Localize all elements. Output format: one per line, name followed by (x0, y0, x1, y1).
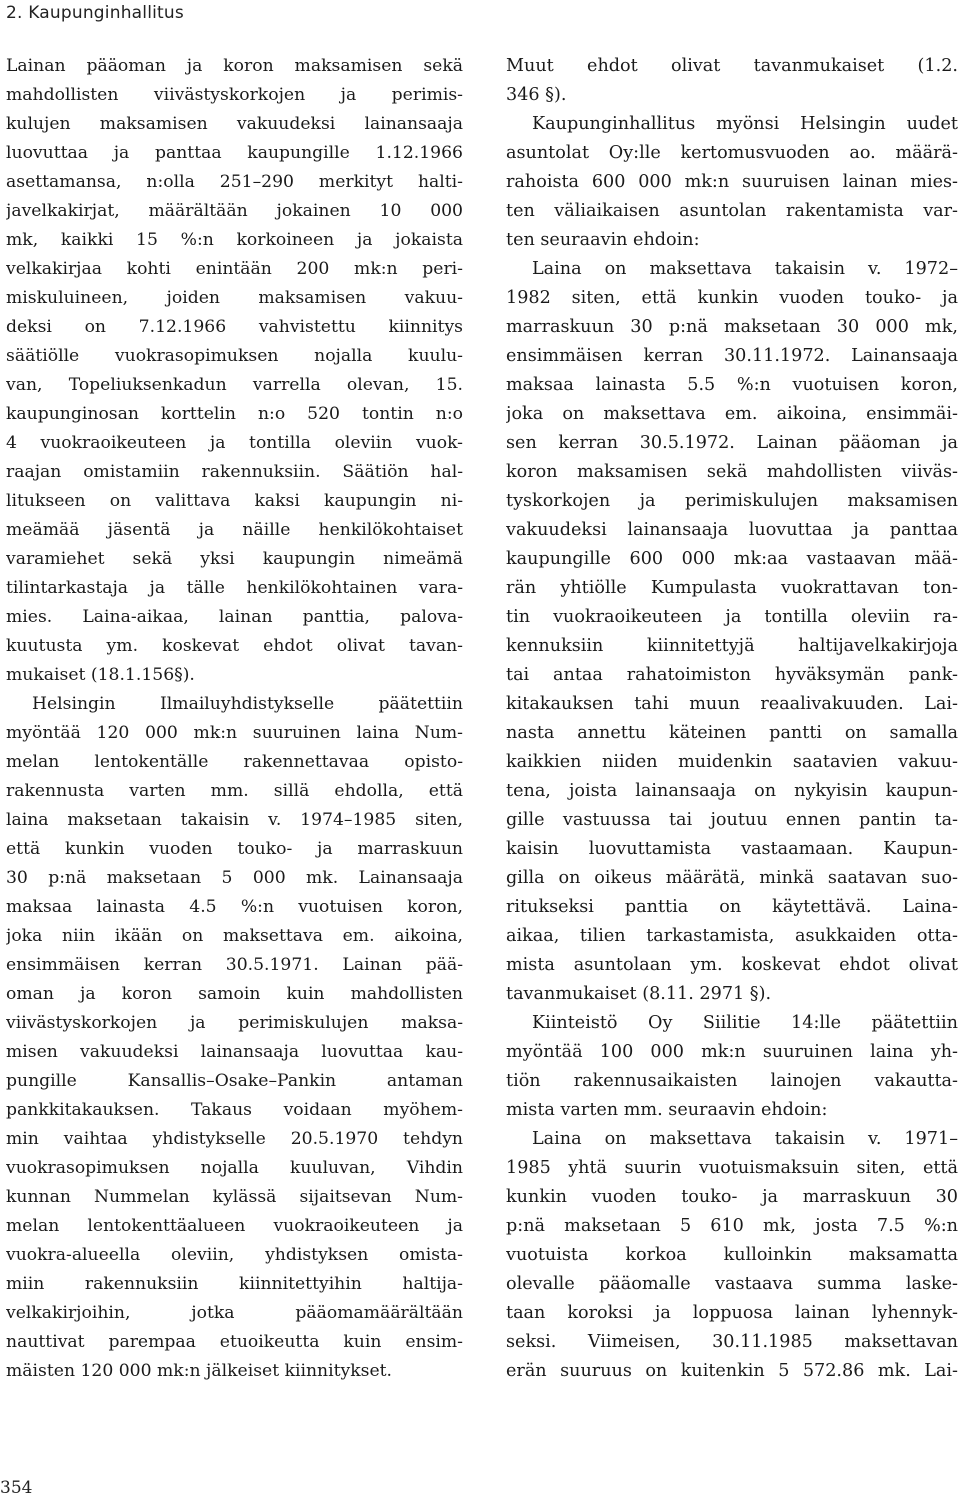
text-line: nauttivat parempaa etuoikeutta kuin ensim- (6, 1332, 463, 1352)
text-line: tilintarkastaja ja tälle henkilökohtainen vara- (6, 578, 463, 598)
text-line: maksaa lainasta 4.5 %:n vuotuisen koron, (6, 897, 463, 917)
text-line: joka on maksettava em. aikoina, ensimmäi- (506, 404, 958, 424)
text-line: deksi on 7.12.1966 vahvistettu kiinnitys (6, 317, 463, 337)
text-line: Lainan pääoman ja koron maksamisen sekä (6, 56, 463, 76)
text-line: joka niin ikään on maksettava em. aikoina, (6, 926, 463, 946)
text-line: asettamansa, n:olla 251–290 merkityt halti- (6, 172, 463, 192)
text-line: myöntää 100 000 mk:n suuruinen laina yh- (506, 1042, 958, 1062)
text-line: 30 p:nä maksetaan 5 000 mk. Lainansaaja (6, 868, 463, 888)
text-line: olevalle pääomalle vastaava summa laske- (506, 1274, 958, 1294)
text-line: tai antaa rahatoimiston hyväksymän pank- (506, 665, 958, 685)
text-line: asuntolat Oy:lle kertomusvuoden ao. määrä- (506, 143, 958, 163)
text-line: van, Topeliuksenkadun varrella olevan, 15. (6, 375, 463, 395)
text-line: marraskuun 30 p:nä maksetaan 30 000 mk, (506, 317, 958, 337)
text-line: kitakauksen tahi muun reaalivakuuden. Lai- (506, 694, 958, 714)
text-line: mäisten 120 000 mk:n jälkeiset kiinnitykset. (6, 1361, 393, 1381)
text-line: ten seuraavin ehdoin: (506, 230, 700, 250)
text-line: Muut ehdot olivat tavanmukaiset (1.2. (506, 56, 958, 76)
text-line: tin vuokraoikeuteen ja tontilla oleviin ra- (506, 607, 958, 627)
text-line: mukaiset (18.1.156§). (6, 665, 195, 685)
left-column (6, 52, 463, 1386)
text-line: Laina on maksettava takaisin v. 1972– (532, 259, 958, 279)
text-line: rakennusta varten mm. sillä ehdolla, että (6, 781, 463, 801)
text-line: kunkin vuoden touko- ja marraskuun 30 (506, 1187, 958, 1207)
text-line: 4 vuokraoikeuteen ja tontilla oleviin vuok- (6, 433, 463, 453)
text-line: javelkakirjat, määrältään jokainen 10 000 (6, 201, 463, 221)
text-line: tiön rakennusaikaisten lainojen vakautta- (506, 1071, 958, 1091)
text-line: ten väliaikaisen asuntolan rakentamista var- (506, 201, 958, 221)
text-line: ritukseksi panttia on käytettävä. Laina- (506, 897, 958, 917)
text-line: 1982 siten, että kunkin vuoden touko- ja (506, 288, 958, 308)
text-line: että kunkin vuoden touko- ja marraskuun (6, 839, 463, 859)
text-line: mk, kaikki 15 %:n korkoineen ja jokaista (6, 230, 463, 250)
text-line: varamiehet sekä yksi kaupungin nimeämä (6, 549, 463, 569)
text-line: tena, joista lainansaaja on nykyisin kaupun- (506, 781, 958, 801)
text-line: kaisin luovuttamista vastaamaan. Kaupun- (506, 839, 958, 859)
text-line: kaupungille 600 000 mk:aa vastaavan mää- (506, 549, 958, 569)
text-line: kuutusta ym. koskevat ehdot olivat tavan- (6, 636, 463, 656)
text-line: ensimmäisen kerran 30.5.1971. Lainan pää- (6, 955, 463, 975)
text-line: vuokrasopimuksen nojalla kuuluvan, Vihdin (6, 1158, 463, 1178)
right-column (506, 52, 958, 1386)
text-line: pungille Kansallis–Osake–Pankin antaman (6, 1071, 463, 1091)
page-number: 354 (0, 1478, 33, 1498)
text-line: ensimmäisen kerran 30.11.1972. Lainansaaja (506, 346, 958, 366)
text-line: velkakirjaa kohti enintään 200 mk:n peri- (6, 259, 463, 279)
text-line: Kiinteistö Oy Siilitie 14:lle päätettiin (532, 1013, 958, 1033)
text-line: raajan omistamiin rakennuksiin. Säätiön hal- (6, 462, 463, 482)
text-line: mahdollisten viivästyskorkojen ja perimis- (6, 85, 463, 105)
running-header: 2. Kaupunginhallitus (6, 3, 184, 23)
text-line: 346 §). (506, 85, 567, 105)
text-line: gilla on oikeus määrätä, minkä saatavan suo- (506, 868, 958, 888)
text-line: kaupunginosan korttelin n:o 520 tontin n:o (6, 404, 463, 424)
text-line: sen kerran 30.5.1972. Lainan pääoman ja (506, 433, 958, 453)
text-line: kaikkien niiden muidenkin saatavien vakuu- (506, 752, 958, 772)
text-line: mista asuntolaan ym. koskevat ehdot olivat (506, 955, 958, 975)
text-line: Kaupunginhallitus myönsi Helsingin uudet (532, 114, 958, 134)
text-line: 1985 yhtä suurin vuotuismaksuin siten, että (506, 1158, 958, 1178)
text-line: misen vakuudeksi lainansaaja luovuttaa kau- (6, 1042, 463, 1062)
text-line: velkakirjoihin, jotka pääomamäärältään (6, 1303, 463, 1323)
text-line: pankkitakauksen. Takaus voidaan myöhem- (6, 1100, 463, 1120)
text-line: rahoista 600 000 mk:n suuruisen lainan mies- (506, 172, 958, 192)
text-line: melan lentokentälle rakennettavaa opisto- (6, 752, 463, 772)
text-line: vuotuista korkoa kulloinkin maksamatta (506, 1245, 958, 1265)
text-line: litukseen on valittava kaksi kaupungin ni- (6, 491, 463, 511)
text-line: kunnan Nummelan kylässä sijaitsevan Num- (6, 1187, 463, 1207)
text-line: gille vastuussa tai joutuu ennen pantin ta- (506, 810, 958, 830)
text-line: mies. Laina-aikaa, lainan panttia, palova- (6, 607, 463, 627)
text-line: Laina on maksettava takaisin v. 1971– (532, 1129, 958, 1149)
text-line: säätiölle vuokrasopimuksen nojalla kuulu- (6, 346, 463, 366)
text-line: taan koroksi ja loppuosa lainan lyhennyk- (506, 1303, 958, 1323)
text-line: p:nä maksetaan 5 610 mk, josta 7.5 %:n (506, 1216, 958, 1236)
text-line: viivästyskorkojen ja perimiskulujen maksa- (6, 1013, 463, 1033)
text-line: meämää jäsentä ja näille henkilökohtaiset (6, 520, 463, 540)
text-line: vakuudeksi lainansaaja luovuttaa ja panttaa (506, 520, 958, 540)
text-line: min vaihtaa yhdistykselle 20.5.1970 tehdyn (6, 1129, 463, 1149)
text-line: seksi. Viimeisen, 30.11.1985 maksettavan (506, 1332, 958, 1352)
text-line: mista varten mm. seuraavin ehdoin: (506, 1100, 828, 1120)
text-line: maksaa lainasta 5.5 %:n vuotuisen koron, (506, 375, 958, 395)
text-line: rän yhtiölle Kumpulasta vuokrattavan ton- (506, 578, 958, 598)
text-line: erän suuruus on kuitenkin 5 572.86 mk. Lai- (506, 1361, 958, 1381)
text-line: kulujen maksamisen vakuudeksi lainansaaja (6, 114, 463, 134)
text-line: laina maksetaan takaisin v. 1974–1985 siten, (6, 810, 463, 830)
text-line: melan lentokenttäalueen vuokraoikeuteen ja (6, 1216, 463, 1236)
text-line: miskuluineen, joiden maksamisen vakuu- (6, 288, 463, 308)
text-line: myöntää 120 000 mk:n suuruinen laina Num- (6, 723, 463, 743)
text-line: oman ja koron samoin kuin mahdollisten (6, 984, 463, 1004)
text-line: miin rakennuksiin kiinnitettyihin haltija- (6, 1274, 463, 1294)
text-line: tavanmukaiset (8.11. 2971 §). (506, 984, 772, 1004)
text-line: nasta annettu käteinen pantti on samalla (506, 723, 958, 743)
text-line: koron maksamisen sekä mahdollisten viiväs- (506, 462, 958, 482)
text-line: vuokra-alueella oleviin, yhdistyksen omista- (6, 1245, 463, 1265)
text-line: kennuksiin kiinnitettyjä haltijavelkakirjoja (506, 636, 958, 656)
text-line: aikaa, tilien tarkastamista, asukkaiden otta- (506, 926, 958, 946)
text-line: luovuttaa ja panttaa kaupungille 1.12.1966 (6, 143, 463, 163)
text-line: Helsingin Ilmailuyhdistykselle päätettiin (32, 694, 463, 714)
text-line: tyskorkojen ja perimiskulujen maksamisen (506, 491, 958, 511)
